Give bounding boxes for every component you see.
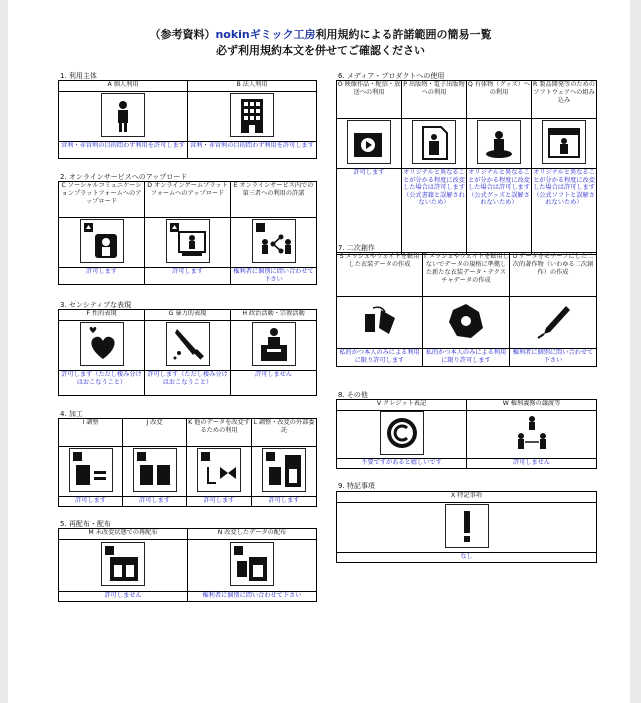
video-icon	[347, 120, 391, 164]
building-icon	[230, 93, 274, 137]
status-c: 許可します	[59, 268, 145, 285]
section-4-heading: 4. 加工	[60, 410, 83, 418]
status-p: オリジナルと異なることが分かる程度に改変した場合は許可します（公式書籍と誤解されないため）	[402, 169, 467, 255]
section-8-heading: 8. その他	[338, 391, 368, 399]
outsource-icon	[262, 448, 306, 492]
status-v: 不要ですがあると嬉しいです	[337, 459, 467, 469]
col-o-label: O 映像作品・配信・放送への利用	[337, 81, 402, 119]
status-f: 許可します（ただし棲み分けはおこなうこと）	[59, 371, 145, 396]
modify-icon	[133, 448, 177, 492]
redistribute-icon	[101, 542, 145, 586]
page-title	[0, 26, 641, 42]
copyright-icon	[380, 411, 424, 455]
section-1-table	[58, 80, 317, 159]
status-e: 権利者に個別に問い合わせて下さい	[231, 268, 317, 285]
col-l-label: L 調整・改変の外部委託	[252, 419, 317, 447]
status-h: 許可しません	[231, 371, 317, 396]
status-m: 許可しません	[59, 592, 188, 602]
goods-icon	[477, 120, 521, 164]
section-3-table	[58, 309, 317, 396]
person-icon	[101, 93, 145, 137]
status-l: 許可します	[252, 497, 317, 507]
section-5-heading: 5. 再配布・配布	[60, 520, 111, 528]
knife-icon	[166, 322, 210, 366]
title-suffix: 利用規約による許諾範囲の簡易一覧	[315, 28, 492, 41]
section-5-table	[58, 528, 317, 602]
game-upload-icon	[166, 219, 210, 263]
col-u-label: U データをモチーフにした二次的著作物（いわゆる二次創作）の作成	[510, 253, 597, 297]
col-b-label: B 法人利用	[188, 81, 317, 92]
status-t: 私的かつ本人のみによる利用に限り許可します	[423, 349, 510, 367]
adjust-icon	[69, 448, 113, 492]
section-9-heading: 9. 特記事項	[338, 482, 375, 490]
transfer-icon	[511, 412, 553, 454]
title-brand: nokinギミック工房	[215, 28, 316, 41]
distribute-modified-icon	[230, 542, 274, 586]
derive-icon	[197, 448, 241, 492]
status-r: オリジナルと異なることが分かる程度に改変した場合は許可します（公式ソフトと誤解されないため）	[532, 169, 597, 255]
status-g: 許可します（ただし棲み分けはおこなうこと）	[145, 371, 231, 396]
col-t-label: T メッシュやウェイトを転用しないでデータの規格に準拠した新たな衣装データ・テクスチャデータの作成	[423, 253, 510, 297]
title-prefix: （参考資料）	[149, 28, 216, 41]
col-f-label: F 性的表現	[59, 310, 145, 321]
software-icon	[542, 120, 586, 164]
status-j: 許可します	[123, 497, 187, 507]
status-s: 私的かつ本人のみによる利用に限り許可します	[337, 349, 423, 367]
status-d: 許可します	[145, 268, 231, 285]
col-g-label: G 暴力的表現	[145, 310, 231, 321]
status-u: 権利者に個別に問い合わせて下さい	[510, 349, 597, 367]
col-a-label: A 個人利用	[59, 81, 188, 92]
status-a: 営利・非営利の目的問わず利用を許可します	[59, 142, 188, 159]
status-w: 許可しません	[467, 459, 597, 469]
col-j-label: J 改変	[123, 419, 187, 447]
col-c-label: C ソーシャルコミュニケーションプラットフォームへのアップロード	[59, 182, 145, 218]
section-1-heading: 1. 利用主体	[60, 72, 97, 80]
cloth-transfer-icon	[359, 300, 401, 342]
col-k-label: K 他のデータを改変するための利用	[187, 419, 252, 447]
status-x: なし	[337, 553, 597, 563]
section-2-heading: 2. オンラインサービスへのアップロード	[60, 173, 188, 181]
social-upload-icon	[80, 219, 124, 263]
col-p-label: P 出版物・電子出版物への利用	[402, 81, 467, 119]
heart-icon	[80, 322, 124, 366]
col-w-label: W 権利義務の譲渡等	[467, 400, 597, 411]
share-icon	[252, 219, 296, 263]
status-i: 許可します	[59, 497, 123, 507]
col-n-label: N 改変したデータの配布	[188, 529, 317, 540]
status-k: 許可します	[187, 497, 252, 507]
section-3-heading: 3. センシティブな表現	[60, 301, 132, 309]
col-i-label: I 調整	[59, 419, 123, 447]
status-n: 権利者に個別に問い合わせて下さい	[188, 592, 317, 602]
pen-icon	[532, 300, 574, 342]
status-b: 営利・非営利の目的問わず利用を許可します	[188, 142, 317, 159]
col-d-label: D オンラインゲームプラットフォームへのアップロード	[145, 182, 231, 218]
book-icon	[412, 120, 456, 164]
exclamation-icon	[445, 504, 489, 548]
section-2-table	[58, 181, 317, 285]
col-x-label: X 特記事項	[337, 492, 597, 503]
section-9-table	[336, 491, 597, 563]
section-7-heading: 7. 二次創作	[338, 244, 375, 252]
col-e-label: E オンラインサービス内での第三者への利用の許諾	[231, 182, 317, 218]
cloth-new-icon	[445, 300, 487, 342]
col-v-label: V クレジット表記	[337, 400, 467, 411]
section-8-table	[336, 399, 597, 469]
col-q-label: Q 有体物（グッズ）への利用	[467, 81, 532, 119]
section-4-table	[58, 418, 317, 507]
podium-icon	[252, 322, 296, 366]
col-m-label: M 未改変状態での再配布	[59, 529, 188, 540]
section-7-table	[336, 252, 597, 367]
status-o: 許可します	[337, 169, 402, 255]
col-r-label: R 製品開発等のためのソフトウェアへの組み込み	[532, 81, 597, 119]
col-h-label: H 政治活動・宗教活動	[231, 310, 317, 321]
col-s-label: S メッシュやウェイトを転用した衣装データの作成	[337, 253, 423, 297]
section-6-heading: 6. メディア・プロダクトへの使用	[338, 72, 445, 80]
page-subtitle: 必ず利用規約本文を併せてご確認ください	[216, 44, 425, 57]
section-6-table	[336, 80, 597, 255]
status-q: オリジナルと異なることが分かる程度に改変した場合は許可します（公式グッズと誤解されないため）	[467, 169, 532, 255]
